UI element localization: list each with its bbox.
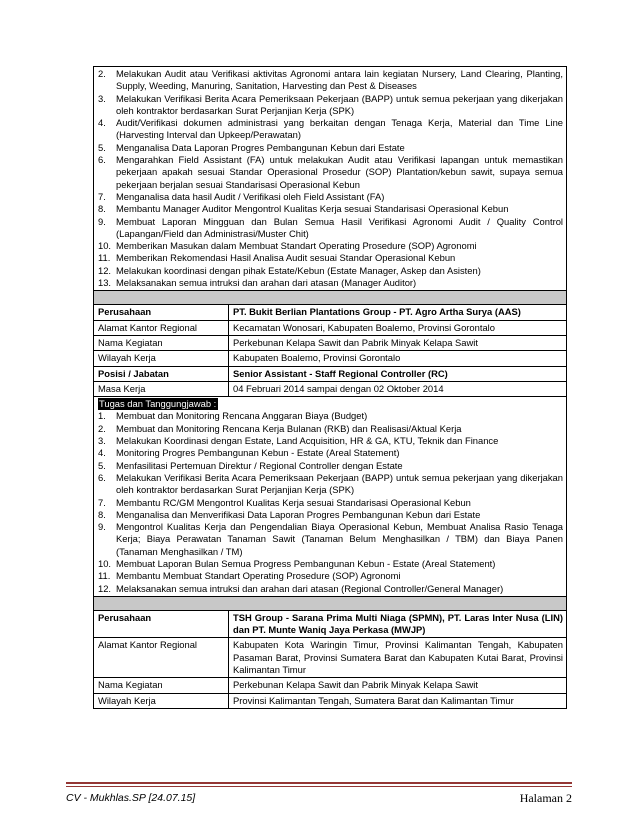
task-text: Menganalisa dan Menverifikasi Data Laporan Progres Pembangunan Kebun dari Estate [116, 508, 481, 520]
task-text: Menganalisa data hasil Audit / Verifikasi oleh Field Assistant (FA) [116, 190, 385, 202]
task-item [98, 570, 563, 582]
job2-period-row [94, 381, 567, 396]
job3-region-value: Provinsi Kalimantan Tengah, Sumatera Barat dan Kalimantan Timur [229, 693, 567, 708]
job1-tasks-cell [94, 67, 567, 291]
task-item [98, 447, 563, 459]
task-text: Melakukan koordinasi dengan pihak Estate/Kebun (Estate Manager, Askep dan Asisten) [116, 264, 481, 276]
separator [94, 291, 567, 305]
task-number: 10. [98, 557, 112, 569]
task-item [98, 216, 563, 241]
job2-position-label: Posisi / Jabatan [94, 366, 229, 381]
task-text: Melaksanakan semua intruksi dan arahan dari atasan (Manager Auditor) [116, 277, 417, 289]
task-item [98, 497, 563, 509]
page-footer [66, 782, 572, 805]
task-item [98, 154, 563, 191]
task-text: Menganalisa Data Laporan Progres Pembangunan Kebun dari Estate [116, 141, 405, 153]
cv-page [93, 66, 567, 709]
task-item [98, 265, 563, 277]
task-item [98, 240, 563, 252]
separator-row [94, 291, 567, 305]
job2-region-label: Wilayah Kerja [94, 351, 229, 366]
job3-address-label: Alamat Kantor Regional [94, 638, 229, 678]
job2-position-value: Senior Assistant - Staff Regional Controller (RC) [229, 366, 567, 381]
task-text: Membuat Laporan Bulan Semua Progress Pembangunan Kebun - Estate (Areal Statement) [116, 557, 496, 569]
job2-task-list [98, 410, 563, 594]
job3-activity-row [94, 678, 567, 693]
task-text: Membantu Membuat Standart Operating Prosedure (SOP) Agronomi [116, 570, 401, 582]
task-text: Membantu Manager Auditor Mengontrol Kualitas Kerja sesuai Standarisasi Operasional Kebun [116, 203, 509, 215]
job2-tasks-row [94, 397, 567, 597]
job2-company-label: Perusahaan [94, 305, 229, 320]
job2-address-row [94, 320, 567, 335]
task-item [98, 460, 563, 472]
job2-region-value: Kabupaten Boalemo, Provinsi Gorontalo [229, 351, 567, 366]
task-number: 7. [98, 190, 106, 202]
task-number: 6. [98, 154, 106, 166]
task-number: 4. [98, 117, 106, 129]
job2-activity-label: Nama Kegiatan [94, 335, 229, 350]
task-item [98, 435, 563, 447]
footer-document-id: CV - Mukhlas.SP [24.07.15] [66, 792, 196, 804]
task-number: 4. [98, 447, 106, 459]
footer-rule [66, 782, 572, 784]
task-number: 9. [98, 215, 106, 227]
job2-activity-value: Perkebunan Kelapa Sawit dan Pabrik Minyak Kelapa Sawit [229, 335, 567, 350]
cv-table [93, 66, 567, 709]
job1-task-list [98, 68, 563, 289]
task-item [98, 203, 563, 215]
job2-activity-row [94, 335, 567, 350]
job2-period-label: Masa Kerja [94, 381, 229, 396]
task-item [98, 142, 563, 154]
task-number: 12. [98, 264, 112, 276]
job3-address-row [94, 638, 567, 678]
task-text: Mengarahkan Field Assistant (FA) untuk melakukan Audit atau Verifikasi lapangan untuk memastikan pekerjaan apakah sesuai Standar Operasional Prosedur (SOP) Plantation/kebun sawit, supaya semua pekerjaan berjalan sesuai Standarisasi Operasional Kebun [116, 154, 563, 190]
task-item [98, 191, 563, 203]
task-number: 1. [98, 410, 106, 422]
task-number: 8. [98, 508, 106, 520]
task-text: Melakukan Koordinasi dengan Estate, Land Acquisition, HR & GA, KTU, Teknik dan Finance [116, 435, 499, 447]
task-item [98, 117, 563, 142]
footer-page-number: Halaman 2 [519, 791, 572, 805]
task-number: 13. [98, 277, 112, 289]
job3-company-label: Perusahaan [94, 610, 229, 638]
task-number: 11. [98, 252, 111, 264]
job3-company-value: TSH Group - Sarana Prima Multi Niaga (SPMN), PT. Laras Inter Nusa (LIN) dan PT. Munte Waniq Jaya Perkasa (MWJP) [229, 610, 567, 638]
task-text: Mengontrol Kualitas Kerja dan Pengendalian Biaya Operasional Kebun, Membuat Analisa Rasio Tenaga Kerja; Biaya Perawatan Tanaman Sawit (Tanaman Belum Menghasilkan / TBM) dan Biaya Panen (Tanaman Menghasilkan / TM) [116, 521, 563, 557]
task-number: 9. [98, 521, 106, 533]
task-text: Audit/Verifikasi dokumen administrasi yang berkaitan dengan Tenaga Kerja, Material dan Time Line (Harvesting Interval dan Upkeep/Perawatan) [116, 117, 563, 141]
task-text: Membuat Laporan Mingguan dan Bulan Semua Hasil Verifikasi Agronomi Audit / Quality Control (Lapangan/Field dan Administrasi/Muster Chit) [116, 215, 563, 239]
job2-tasks-heading: Tugas dan Tanggungjawab : [99, 398, 217, 410]
job3-region-label: Wilayah Kerja [94, 693, 229, 708]
separator [94, 596, 567, 610]
task-text: Membuat dan Monitoring Rencana Anggaran Biaya (Budget) [116, 410, 368, 422]
task-item [98, 583, 563, 595]
job3-company-row [94, 610, 567, 638]
job3-activity-label: Nama Kegiatan [94, 678, 229, 693]
job2-period-value: 04 Februari 2014 sampai dengan 02 Oktober 2014 [229, 381, 567, 396]
task-item [98, 521, 563, 558]
task-text: Melaksanakan semua intruksi dan arahan dari atasan (Regional Controller/General Manager) [116, 582, 504, 594]
task-number: 5. [98, 141, 106, 153]
task-number: 2. [98, 68, 106, 79]
task-item [98, 93, 563, 118]
task-number: 12. [98, 582, 112, 594]
task-number: 10. [98, 240, 112, 252]
task-item [98, 68, 563, 93]
task-text: Melakukan Verifikasi Berita Acara Pemeriksaan Pekerjaan (BAPP) untuk semua pekerjaan yang dikerjakan oleh kontraktor berdasarkan Surat Perjanjian Kerja (SPK) [116, 471, 563, 496]
task-number: 2. [98, 422, 106, 434]
job3-activity-value: Perkebunan Kelapa Sawit dan Pabrik Minyak Kelapa Sawit [229, 678, 567, 693]
task-item [98, 410, 563, 422]
task-item [98, 509, 563, 521]
task-item [98, 423, 563, 435]
task-number: 11. [98, 570, 111, 582]
job1-tasks-row [94, 67, 567, 291]
task-number: 5. [98, 459, 106, 471]
job2-address-label: Alamat Kantor Regional [94, 320, 229, 335]
job3-address-value: Kabupaten Kota Waringin Timur, Provinsi Kalimantan Tengah, Kabupaten Pasaman Barat, Provinsi Sumatera Barat dan Kabupaten Kutai Barat, Provinsi Kalimantan Timur [229, 638, 567, 678]
footer-rule-thin [66, 786, 572, 787]
job2-company-row [94, 305, 567, 320]
job2-tasks-cell [94, 397, 567, 597]
task-item [98, 277, 563, 289]
task-text: Melakukan Audit atau Verifikasi aktivitas Agronomi antara lain kegiatan Nursery, Land Clearing, Planting, Supply, Weeding, Manuring, Sanitation, Harvesting dan Pest & Diseases [116, 68, 563, 92]
task-text: Monitoring Progres Pembangunan Kebun - Estate (Areal Statement) [116, 447, 400, 459]
job2-company-value: PT. Bukit Berlian Plantations Group - PT. Agro Artha Surya (AAS) [229, 305, 567, 320]
task-number: 3. [98, 92, 106, 104]
job3-region-row [94, 693, 567, 708]
task-number: 7. [98, 496, 106, 508]
task-text: Memberikan Rekomendasi Hasil Analisa Audit sesuai Standar Operasional Kebun [116, 252, 456, 264]
task-number: 8. [98, 203, 106, 215]
task-item [98, 558, 563, 570]
job2-address-value: Kecamatan Wonosari, Kabupaten Boalemo, Provinsi Gorontalo [229, 320, 567, 335]
separator-row [94, 596, 567, 610]
task-text: Melakukan Verifikasi Berita Acara Pemeriksaan Pekerjaan (BAPP) untuk semua pekerjaan yang dikerjakan oleh kontraktor berdasarkan Surat Perjanjian Kerja (SPK) [116, 92, 563, 116]
task-item [98, 252, 563, 264]
task-text: Membuat dan Monitoring Rencana Kerja Bulanan (RKB) dan Realisasi/Aktual Kerja [116, 422, 462, 434]
task-text: Membantu RC/GM Mengontrol Kualitas Kerja sesuai Standarisasi Operasional Kebun [116, 496, 471, 508]
job2-position-row [94, 366, 567, 381]
job2-region-row [94, 351, 567, 366]
task-text: Memberikan Masukan dalam Membuat Standart Operating Prosedure (SOP) Agronomi [116, 240, 477, 252]
task-text: Menfasilitasi Pertemuan Direktur / Regional Controller dengan Estate [116, 459, 403, 471]
task-item [98, 472, 563, 497]
task-number: 6. [98, 471, 106, 483]
task-number: 3. [98, 435, 106, 447]
